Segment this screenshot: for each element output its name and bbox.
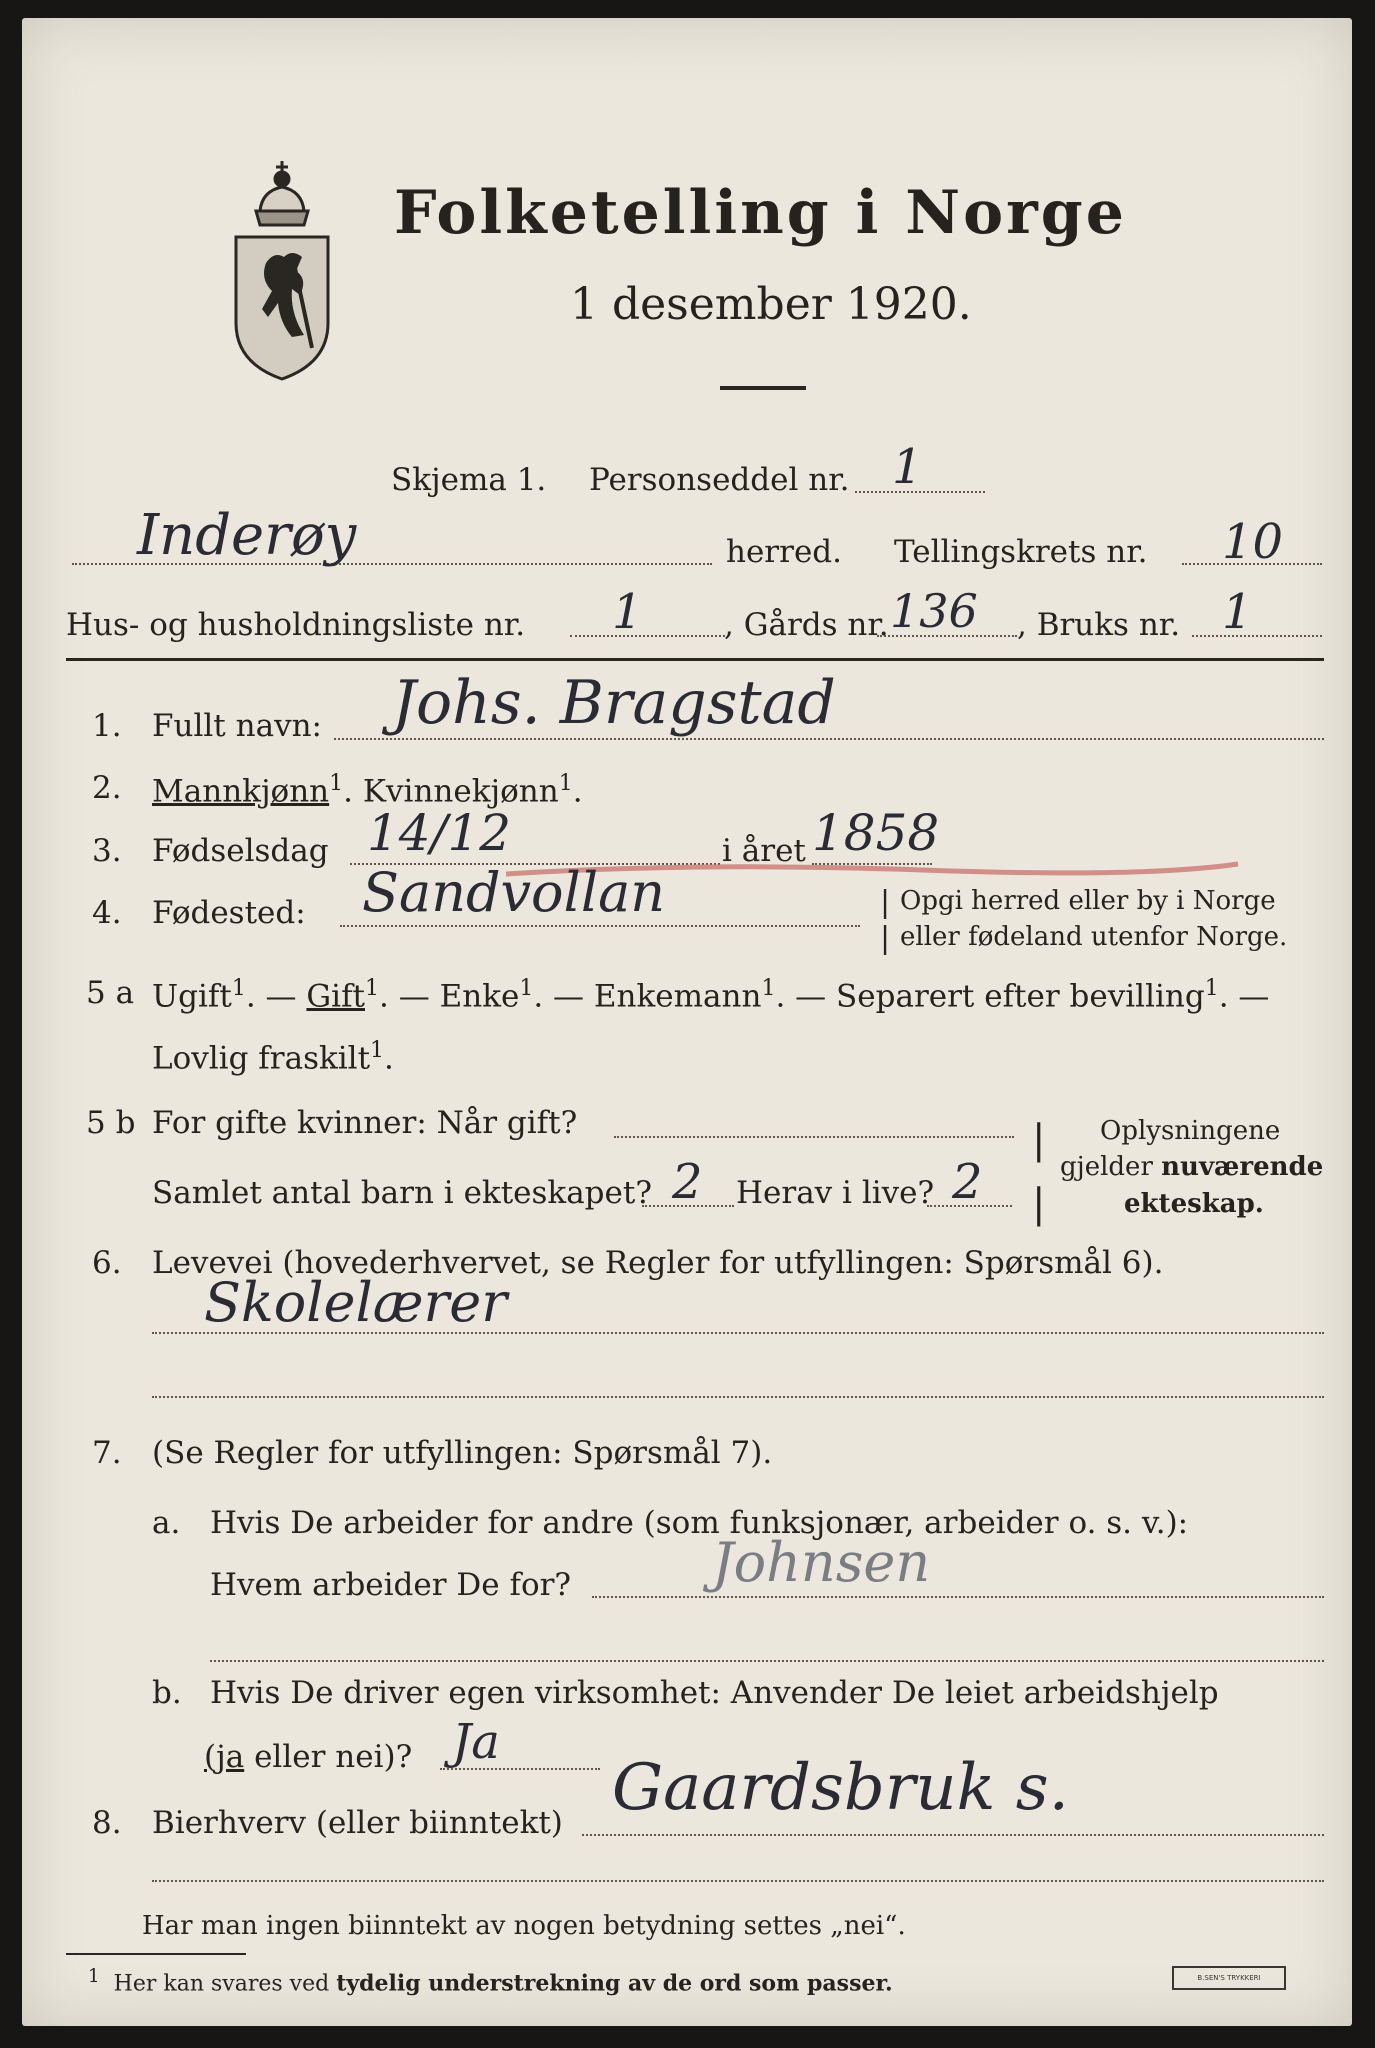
norwegian-coat-of-arms-icon (222, 153, 342, 383)
employer-field-line2[interactable] (210, 1660, 1324, 1662)
year-label: i året (722, 833, 806, 869)
tellingskrets-value: 10 (1222, 514, 1284, 570)
no-income-note: Har man ingen biinntekt av nogen betydning settes „nei“. (142, 1911, 906, 1941)
alive-label: Herav i live? (736, 1175, 935, 1211)
side-income-field-line2[interactable] (152, 1880, 1324, 1882)
birth-year-value: 1858 (812, 804, 940, 862)
full-name-field[interactable] (334, 738, 1324, 740)
q6-number: 6. (92, 1245, 122, 1281)
q3-number: 3. (92, 833, 122, 869)
q5a-number: 5 a (86, 975, 135, 1011)
q5b-note-line2: gjelder nuværende (1060, 1152, 1324, 1182)
q5b-brace: | | (1032, 1117, 1046, 1227)
option-enkemann[interactable]: Enkemann (593, 978, 762, 1015)
option-ja[interactable]: (ja (204, 1739, 245, 1775)
personseddel-label: Personseddel nr. (589, 462, 850, 498)
bruks-field[interactable] (1192, 635, 1322, 637)
option-separert[interactable]: Separert efter bevilling (836, 978, 1205, 1015)
q3-label: Fødselsdag (152, 833, 329, 869)
printer-stamp: B.SEN'S TRYKKERI (1172, 1966, 1286, 1990)
birthdate-value: 14/12 (367, 804, 512, 862)
q1-label: Fullt navn: (152, 708, 322, 744)
q8-number: 8. (92, 1805, 122, 1841)
husliste-label: Hus- og husholdningsliste nr. (66, 607, 526, 643)
q2-options: Mannkjønn$^1$. Kvinnekjønn$^1$. (152, 771, 583, 810)
form-title: Folketelling i Norge (394, 178, 1127, 248)
q7a-line1: Hvis De arbeider for andre (som funksjonær, arbeider o. s. v.): (210, 1505, 1189, 1541)
children-value: 2 (672, 1154, 703, 1210)
q4-number: 4. (92, 895, 122, 931)
option-nei[interactable]: eller nei)? (254, 1739, 413, 1775)
herred-label: herred. (726, 534, 842, 570)
q5b-label: For gifte kvinner: Når gift? (152, 1105, 578, 1141)
q4-label: Fødested: (152, 895, 306, 931)
header-separator (66, 658, 1324, 661)
schema-label: Skjema 1. (391, 462, 547, 498)
footnote: $^1$ Her kan svares ved tydelig understrekning av de ord som passer. (88, 1966, 893, 1997)
occupation-value: Skolelærer (204, 1271, 508, 1334)
birthplace-note-line1: Opgi herred eller by i Norge (900, 886, 1276, 916)
q7a-line2: Hvem arbeider De for? (210, 1567, 572, 1603)
option-ugift[interactable]: Ugift (152, 978, 232, 1015)
census-date: 1 desember 1920. (570, 279, 972, 330)
q2-number: 2. (92, 770, 122, 806)
birthplace-value: Sandvollan (362, 861, 666, 924)
option-mannkjonn[interactable]: Mannkjønn (152, 773, 330, 810)
husliste-value: 1 (612, 584, 643, 640)
tellingskrets-label: Tellingskrets nr. (894, 534, 1148, 570)
gards-label: , Gårds nr. (724, 607, 889, 643)
birthplace-field[interactable] (340, 925, 860, 927)
q7-label: (Se Regler for utfyllingen: Spørsmål 7). (152, 1435, 773, 1471)
occupation-field-line2[interactable] (152, 1396, 1324, 1398)
q5b-note-line1: Oplysningene (1100, 1116, 1281, 1146)
option-fraskilt[interactable]: Lovlig fraskilt (152, 1040, 371, 1077)
employer-field[interactable] (592, 1596, 1324, 1598)
q7b-line1: Hvis De driver egen virksomhet: Anvender De leiet arbeidshjelp (210, 1675, 1219, 1711)
q7b-letter: b. (152, 1675, 182, 1711)
personseddel-value: 1 (892, 439, 923, 495)
q8-label: Bierhverv (eller biinntekt) (152, 1805, 563, 1841)
note-brace: | (880, 921, 891, 956)
q7b-line2 (204, 1739, 413, 1775)
employer-value: Johnsen (712, 1531, 931, 1594)
q5b-note-line3: ekteskap. (1124, 1189, 1264, 1219)
footnote-divider (66, 1953, 246, 1955)
census-form-page (22, 18, 1352, 2026)
option-enke[interactable]: Enke (439, 978, 520, 1015)
option-kvinnekjonn[interactable]: Kvinnekjønn (362, 773, 559, 810)
q5a-options: Ugift$^1$. — Gift$^1$. — Enke$^1$. — Enkemann$^1$. — Separert efter bevilling$^1$. — (152, 976, 1270, 1015)
bruks-value: 1 (1222, 584, 1253, 640)
married-date-field[interactable] (614, 1136, 1014, 1138)
q7a-letter: a. (152, 1505, 181, 1541)
hired-help-value: Ja (452, 1714, 500, 1770)
q7-number: 7. (92, 1435, 122, 1471)
husliste-field[interactable] (570, 635, 725, 637)
q5a-options-line2: Lovlig fraskilt$^1$. (152, 1038, 394, 1077)
bruks-label: , Bruks nr. (1017, 607, 1181, 643)
herred-value: Inderøy (137, 503, 357, 568)
q1-number: 1. (92, 708, 122, 744)
side-income-value: Gaardsbruk s. (612, 1751, 1069, 1825)
gards-value: 136 (890, 584, 978, 638)
option-gift[interactable]: Gift (306, 978, 366, 1015)
birthplace-note-line2: eller fødeland utenfor Norge. (900, 922, 1288, 952)
side-income-field[interactable] (582, 1834, 1324, 1836)
full-name-value: Johs. Bragstad (392, 668, 836, 738)
children-label: Samlet antal barn i ekteskapet? (152, 1175, 652, 1211)
title-divider (720, 386, 806, 390)
q6-label: Levevei (hovederhvervet, se Regler for utfyllingen: Spørsmål 6). (152, 1245, 1164, 1281)
alive-value: 2 (952, 1154, 983, 1210)
note-brace: | (880, 885, 891, 920)
q5b-number: 5 b (86, 1105, 136, 1141)
